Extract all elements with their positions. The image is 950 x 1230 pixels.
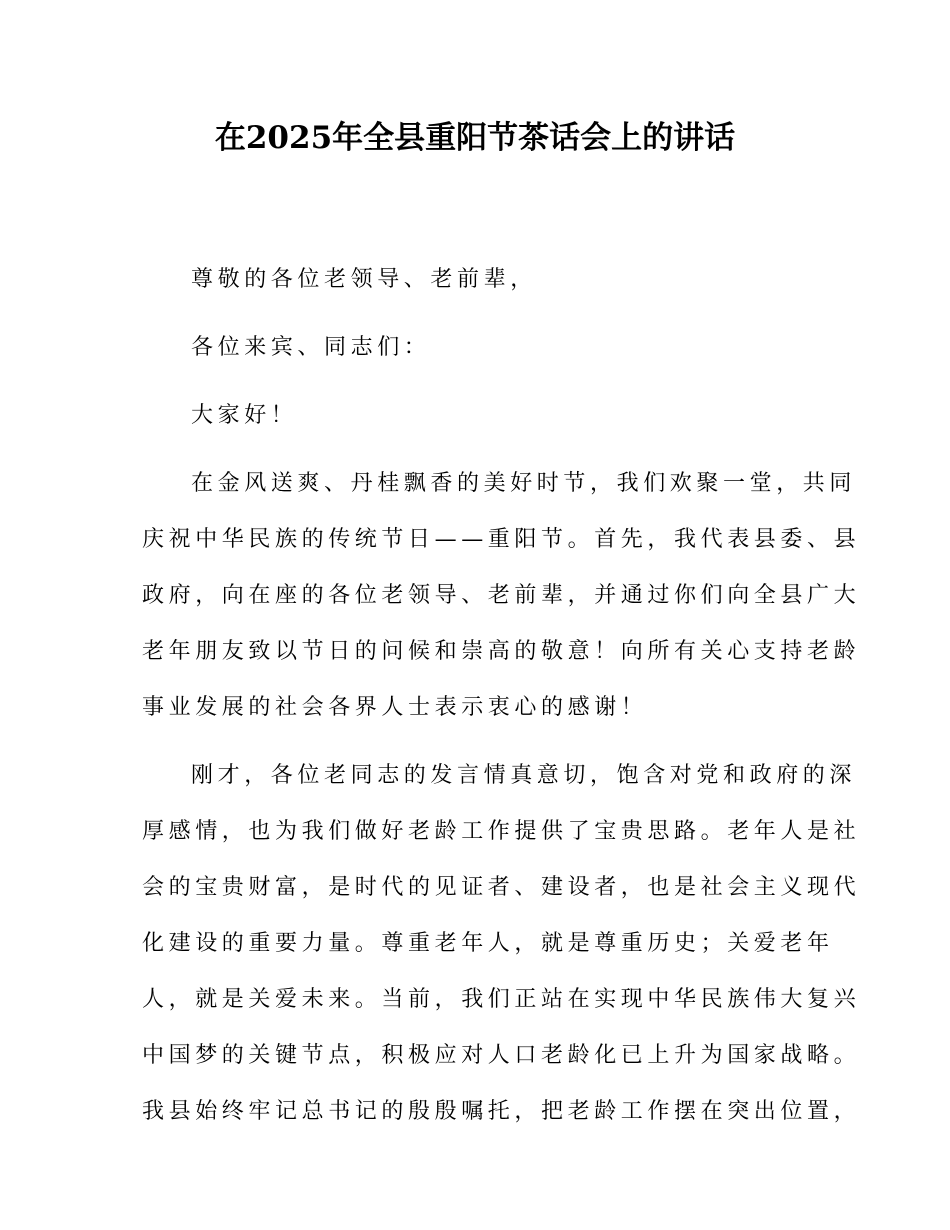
document-body [142, 256, 861, 1136]
paragraph-line: 化建设的重要力量。尊重老年人，就是尊重历史；关爱老年 [142, 931, 834, 956]
salutation-line: 大家好！ [191, 403, 298, 428]
salutation-line: 各位来宾、同志们： [191, 335, 431, 360]
paragraph-line: 我县始终牢记总书记的殷殷嘱托，把老龄工作摆在突出位置， [142, 1099, 861, 1124]
paragraph [142, 752, 861, 1136]
paragraph-line: 刚才，各位老同志的发言情真意切，饱含对党和政府的深 [191, 763, 857, 788]
paragraph-line: 中国梦的关键节点，积极应对人口老龄化已上升为国家战略。 [142, 1043, 861, 1068]
paragraph-line: 厚感情，也为我们做好老龄工作提供了宝贵思路。老年人是社 [142, 819, 861, 844]
paragraph-line: 老年朋友致以节日的问候和崇高的敬意！向所有关心支持老龄 [142, 639, 861, 664]
salutation-line: 尊敬的各位老领导、老前辈， [191, 267, 537, 292]
paragraph [142, 460, 861, 732]
paragraph-line: 事业发展的社会各界人士表示衷心的感谢！ [142, 695, 648, 720]
paragraph-line: 政府，向在座的各位老领导、老前辈，并通过你们向全县广大 [142, 583, 861, 608]
paragraph-line: 会的宝贵财富，是时代的见证者、建设者，也是社会主义现代 [142, 875, 861, 900]
paragraph-line: 人，就是关爱未来。当前，我们正站在实现中华民族伟大复兴 [142, 987, 861, 1012]
page-title: 在2025年全县重阳节茶话会上的讲话 [214, 120, 736, 156]
paragraph-line: 庆祝中华民族的传统节日——重阳节。首先，我代表县委、县 [142, 527, 861, 552]
paragraph-line: 在金风送爽、丹桂飘香的美好时节，我们欢聚一堂，共同 [191, 471, 857, 496]
